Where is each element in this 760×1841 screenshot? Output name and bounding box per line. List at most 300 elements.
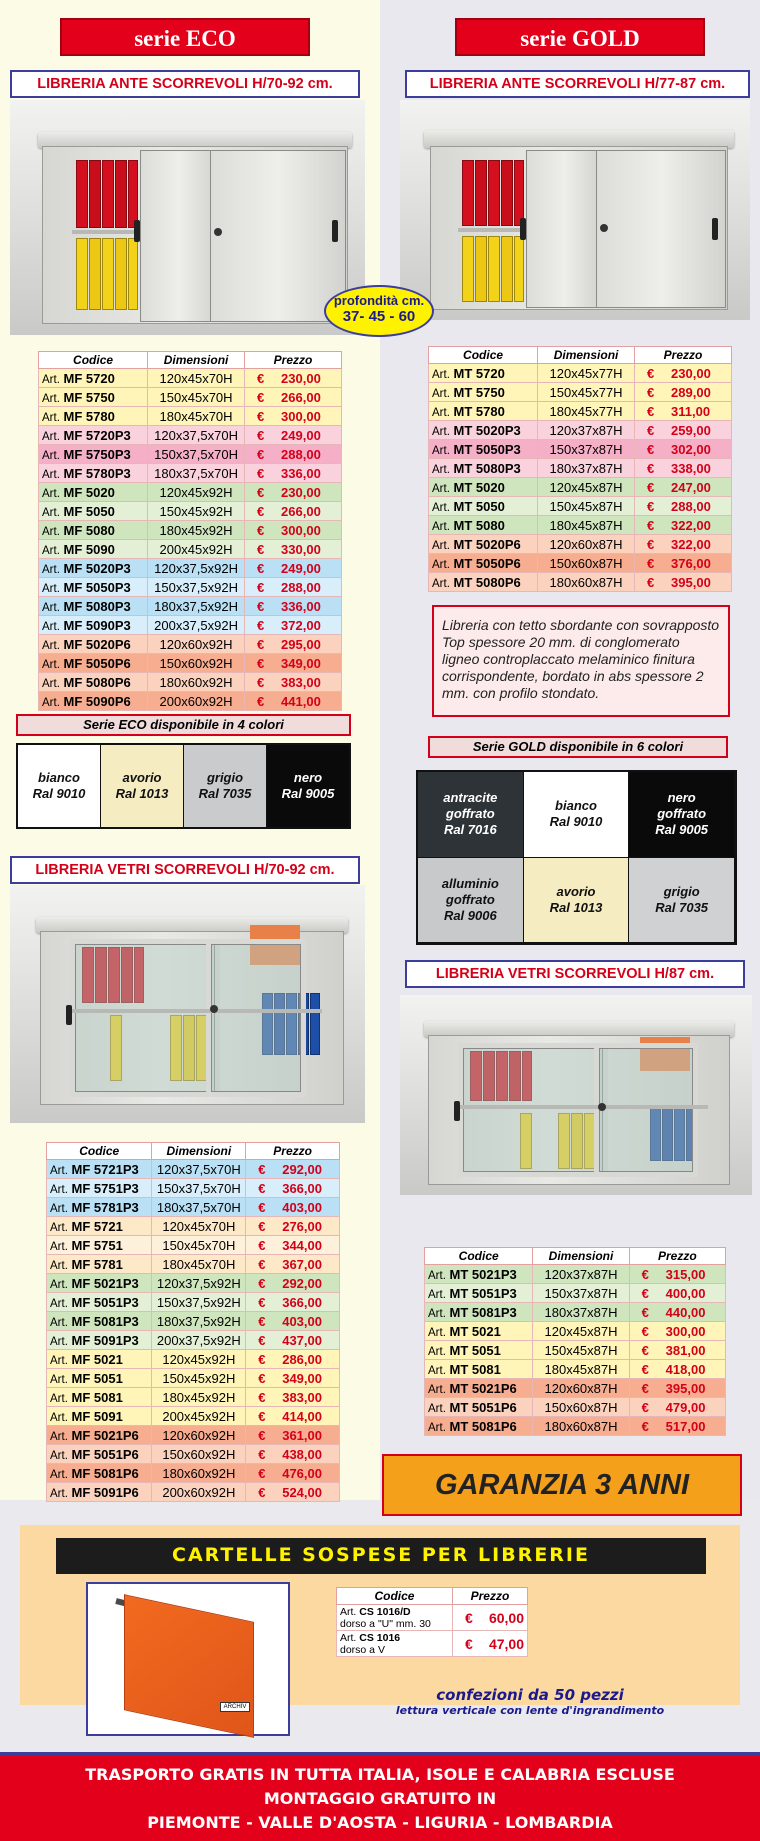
color-swatch — [418, 772, 524, 858]
price-value: 247,00 — [671, 479, 711, 495]
table-row — [39, 578, 342, 597]
table-row — [47, 1255, 340, 1274]
gold-description-note: Libreria con tetto sbordante con sovrapposto Top spessore 20 mm. di conglomerato ligneo controplaccato melaminico finitura corrispondente, bordato in abs spessore 2 mm. con profilo stondato. — [432, 605, 730, 717]
article-code: MF 5081P3 — [71, 1313, 139, 1329]
dimensions-cell: 120x45x92H — [152, 1350, 246, 1369]
price-cell — [635, 364, 732, 383]
code-cell — [47, 1198, 152, 1217]
price-cell — [246, 1369, 340, 1388]
article-code: MF 5021 — [71, 1351, 123, 1367]
article-code: MF 5750 — [63, 389, 115, 405]
article-code: MF 5080P3 — [63, 598, 131, 614]
price-cell — [245, 597, 342, 616]
color-swatch — [629, 772, 735, 858]
dimensions-cell: 120x37,5x92H — [148, 559, 245, 578]
eco-ante-title: LIBRERIA ANTE SCORREVOLI H/70-92 cm. — [10, 70, 360, 98]
art-prefix: Art. — [42, 506, 60, 519]
price-value: 322,00 — [671, 517, 711, 533]
code-cell — [47, 1312, 152, 1331]
euro-symbol: € — [258, 1256, 266, 1272]
table-row — [47, 1274, 340, 1293]
article-code: MF 5021P3 — [71, 1275, 139, 1291]
euro-symbol: € — [257, 370, 265, 386]
article-code: MT 5020P6 — [453, 536, 521, 552]
art-prefix: Art. — [340, 1631, 357, 1644]
code-cell — [39, 388, 148, 407]
color-ral: Ral 1013 — [115, 786, 169, 801]
code-cell — [429, 364, 538, 383]
price-value: 400,00 — [665, 1285, 706, 1301]
price-cell — [629, 1284, 725, 1303]
euro-symbol: € — [257, 655, 265, 671]
gold-vetri-photo — [400, 995, 752, 1195]
art-prefix: Art. — [42, 430, 60, 443]
column-header: Prezzo — [245, 352, 342, 369]
price-value: 517,00 — [665, 1418, 706, 1434]
color-swatch — [524, 772, 630, 858]
price-value: 266,00 — [281, 503, 321, 519]
price-cell — [245, 483, 342, 502]
code-cell — [429, 516, 538, 535]
price-value: 289,00 — [671, 384, 711, 400]
dimensions-cell: 150x45x92H — [148, 502, 245, 521]
table-row — [47, 1217, 340, 1236]
price-value: 249,00 — [281, 427, 321, 443]
euro-symbol: € — [258, 1465, 266, 1481]
price-value: 292,00 — [282, 1161, 322, 1177]
price-value: 300,00 — [665, 1323, 706, 1339]
price-cell — [245, 426, 342, 445]
price-value: 338,00 — [671, 460, 711, 476]
price-cell — [245, 464, 342, 483]
cartelle-pack-info — [330, 1686, 730, 1717]
price-cell — [246, 1236, 340, 1255]
code-cell — [47, 1407, 152, 1426]
table-row — [39, 388, 342, 407]
price-value: 395,00 — [671, 574, 711, 590]
code-cell — [39, 502, 148, 521]
dimensions-cell: 180x37,5x92H — [152, 1312, 246, 1331]
dimensions-cell: 150x60x87H — [538, 554, 635, 573]
color-detail: goffrato — [445, 806, 495, 822]
table-row — [425, 1360, 726, 1379]
gold-ante-photo — [400, 100, 750, 320]
garanzia-banner: GARANZIA 3 ANNI — [382, 1454, 742, 1516]
dimensions-cell: 120x60x87H — [538, 535, 635, 554]
footer-line-2: MONTAGGIO GRATUITO IN — [263, 1789, 497, 1808]
euro-symbol: € — [257, 693, 265, 709]
price-cell — [629, 1322, 725, 1341]
table-header — [337, 1588, 528, 1605]
price-value: 230,00 — [281, 484, 321, 500]
column-header: Prezzo — [246, 1143, 340, 1160]
color-ral: Ral 9005 — [281, 786, 335, 801]
article-code: MT 5051P3 — [449, 1285, 517, 1301]
art-prefix: Art. — [50, 1468, 68, 1481]
dimensions-cell: 150x45x87H — [533, 1341, 629, 1360]
euro-symbol: € — [258, 1446, 266, 1462]
art-prefix: Art. — [428, 1345, 446, 1358]
euro-symbol: € — [257, 503, 265, 519]
color-swatch — [101, 745, 184, 827]
article-code: MF 5050 — [63, 503, 115, 519]
price-cell — [246, 1160, 340, 1179]
price-cell — [245, 407, 342, 426]
table-row — [47, 1331, 340, 1350]
euro-symbol: € — [647, 555, 655, 571]
price-value: 381,00 — [665, 1342, 706, 1358]
article-code: MF 5781 — [71, 1256, 123, 1272]
euro-symbol: € — [641, 1380, 649, 1396]
price-cell — [635, 497, 732, 516]
article-code: MF 5091P6 — [71, 1484, 139, 1500]
article-code: MF 5051P3 — [71, 1294, 139, 1310]
dimensions-cell: 120x45x70H — [148, 369, 245, 388]
article-code: MF 5021P6 — [71, 1427, 139, 1443]
code-cell — [429, 535, 538, 554]
price-value: 366,00 — [282, 1294, 322, 1310]
eco-colors-label: Serie ECO disponibile in 4 colori — [16, 714, 351, 736]
art-prefix: Art. — [432, 463, 450, 476]
price-cell — [246, 1407, 340, 1426]
art-prefix: Art. — [428, 1364, 446, 1377]
price-cell — [245, 692, 342, 711]
gold-ante-price-table — [428, 346, 732, 592]
euro-symbol: € — [257, 389, 265, 405]
code-cell — [47, 1388, 152, 1407]
price-cell — [245, 578, 342, 597]
price-cell — [635, 383, 732, 402]
table-row — [39, 654, 342, 673]
table-row — [337, 1605, 528, 1631]
article-code: CS 1016 — [359, 1631, 401, 1644]
price-cell — [245, 369, 342, 388]
euro-symbol: € — [647, 517, 655, 533]
price-value: 266,00 — [281, 389, 321, 405]
art-prefix: Art. — [50, 1373, 68, 1386]
art-prefix: Art. — [42, 563, 60, 576]
euro-symbol: € — [258, 1332, 266, 1348]
price-cell — [629, 1379, 725, 1398]
dimensions-cell: 150x45x92H — [152, 1369, 246, 1388]
table-row — [47, 1388, 340, 1407]
column-header: Prezzo — [635, 347, 732, 364]
dimensions-cell: 150x37,5x92H — [148, 578, 245, 597]
code-cell — [429, 478, 538, 497]
code-cell — [429, 497, 538, 516]
folder-label: ARCHIV — [220, 1702, 250, 1712]
code-cell — [429, 573, 538, 592]
column-header: Codice — [39, 352, 148, 369]
art-prefix: Art. — [428, 1326, 446, 1339]
euro-symbol: € — [257, 579, 265, 595]
price-cell — [246, 1312, 340, 1331]
code-cell — [425, 1322, 533, 1341]
table-row — [47, 1179, 340, 1198]
code-cell — [39, 559, 148, 578]
article-code: MF 5020P3 — [63, 560, 131, 576]
table-row — [429, 383, 732, 402]
price-cell — [246, 1331, 340, 1350]
dimensions-cell: 180x37x87H — [538, 459, 635, 478]
article-code: MF 5780P3 — [63, 465, 131, 481]
article-subtitle: dorso a V — [340, 1643, 385, 1656]
art-prefix: Art. — [50, 1335, 68, 1348]
table-row — [39, 502, 342, 521]
footer-line-3: PIEMONTE - VALLE D'AOSTA - LIGURIA - LOMBARDIA — [147, 1813, 613, 1832]
price-value: 322,00 — [671, 536, 711, 552]
code-cell — [425, 1398, 533, 1417]
article-code: MF 5751P3 — [71, 1180, 139, 1196]
article-code: MT 5081 — [449, 1361, 501, 1377]
price-value: 259,00 — [671, 422, 711, 438]
code-cell — [39, 407, 148, 426]
art-prefix: Art. — [50, 1392, 68, 1405]
euro-symbol: € — [258, 1218, 266, 1234]
art-prefix: Art. — [42, 525, 60, 538]
price-value: 300,00 — [281, 408, 321, 424]
pack-line-1: confezioni da 50 pezzi — [436, 1686, 624, 1704]
price-value: 383,00 — [282, 1389, 322, 1405]
code-cell — [47, 1255, 152, 1274]
euro-symbol: € — [258, 1370, 266, 1386]
euro-symbol: € — [464, 1609, 473, 1626]
code-cell — [429, 554, 538, 573]
color-name: grigio — [663, 883, 700, 899]
dimensions-cell: 180x45x70H — [152, 1255, 246, 1274]
article-code: MT 5021P6 — [449, 1380, 517, 1396]
price-cell — [245, 635, 342, 654]
table-row — [425, 1417, 726, 1436]
article-code: MF 5080 — [63, 522, 115, 538]
code-cell — [425, 1284, 533, 1303]
article-code: MF 5020P6 — [63, 636, 131, 652]
color-detail: Ral 9010 — [549, 814, 603, 830]
art-prefix: Art. — [42, 677, 60, 690]
art-prefix: Art. — [50, 1278, 68, 1291]
price-cell — [245, 388, 342, 407]
table-row — [425, 1322, 726, 1341]
price-value: 479,00 — [665, 1399, 706, 1415]
serie-eco-title: serie ECO — [60, 18, 310, 56]
price-cell — [629, 1360, 725, 1379]
art-prefix: Art. — [432, 520, 450, 533]
eco-ante-photo — [10, 100, 365, 335]
table-row — [429, 554, 732, 573]
dimensions-cell: 150x60x87H — [533, 1398, 629, 1417]
table-row — [39, 673, 342, 692]
dimensions-cell: 150x45x77H — [538, 383, 635, 402]
article-code: MT 5020P3 — [453, 422, 521, 438]
art-prefix: Art. — [42, 620, 60, 633]
price-cell — [246, 1179, 340, 1198]
dimensions-cell: 200x60x92H — [148, 692, 245, 711]
gold-colors-label: Serie GOLD disponibile in 6 colori — [428, 736, 728, 758]
price-cell — [635, 440, 732, 459]
code-cell — [429, 459, 538, 478]
dimensions-cell: 120x60x92H — [148, 635, 245, 654]
eco-color-swatches — [16, 743, 351, 829]
code-cell — [39, 673, 148, 692]
table-row — [429, 573, 732, 592]
price-value: 288,00 — [281, 446, 321, 462]
code-cell — [47, 1217, 152, 1236]
code-cell — [39, 578, 148, 597]
article-code: MF 5090P3 — [63, 617, 131, 633]
dimensions-cell: 180x60x92H — [152, 1464, 246, 1483]
price-cell — [245, 521, 342, 540]
color-swatch — [629, 858, 735, 944]
price-value: 372,00 — [281, 617, 321, 633]
table-header — [429, 347, 732, 364]
price-cell — [245, 540, 342, 559]
euro-symbol: € — [641, 1418, 649, 1434]
table-row — [39, 635, 342, 654]
table-row — [425, 1379, 726, 1398]
dimensions-cell: 150x45x70H — [148, 388, 245, 407]
code-cell — [47, 1464, 152, 1483]
euro-symbol: € — [464, 1635, 473, 1652]
code-cell — [47, 1160, 152, 1179]
price-cell — [246, 1293, 340, 1312]
art-prefix: Art. — [50, 1487, 68, 1500]
price-cell — [246, 1483, 340, 1502]
price-value: 366,00 — [282, 1180, 322, 1196]
art-prefix: Art. — [432, 406, 450, 419]
art-prefix: Art. — [50, 1297, 68, 1310]
dimensions-cell: 150x60x92H — [152, 1445, 246, 1464]
color-detail: Ral 7035 — [655, 899, 709, 915]
price-value: 418,00 — [665, 1361, 706, 1377]
table-row — [39, 426, 342, 445]
price-value: 336,00 — [281, 598, 321, 614]
euro-symbol: € — [258, 1294, 266, 1310]
dimensions-cell: 120x37,5x70H — [148, 426, 245, 445]
price-value: 276,00 — [282, 1218, 322, 1234]
code-cell — [39, 521, 148, 540]
code-cell — [425, 1265, 533, 1284]
article-code: MF 5090 — [63, 541, 115, 557]
euro-symbol: € — [647, 441, 655, 457]
art-prefix: Art. — [428, 1383, 446, 1396]
price-value: 367,00 — [282, 1256, 322, 1272]
dimensions-cell: 180x60x87H — [538, 573, 635, 592]
art-prefix: Art. — [42, 544, 60, 557]
gold-ante-title: LIBRERIA ANTE SCORREVOLI H/77-87 cm. — [405, 70, 750, 98]
art-prefix: Art. — [42, 373, 60, 386]
art-prefix: Art. — [428, 1288, 446, 1301]
column-header: Dimensioni — [533, 1248, 629, 1265]
gold-vetri-price-table — [424, 1247, 726, 1436]
code-cell — [425, 1360, 533, 1379]
column-header: Codice — [337, 1588, 453, 1605]
euro-symbol: € — [257, 560, 265, 576]
euro-symbol: € — [257, 636, 265, 652]
code-cell — [39, 597, 148, 616]
euro-symbol: € — [258, 1199, 266, 1215]
euro-symbol: € — [641, 1399, 649, 1415]
depth-badge-label: profondità cm. — [333, 293, 425, 308]
euro-symbol: € — [257, 674, 265, 690]
code-cell — [47, 1426, 152, 1445]
article-code: MF 5780 — [63, 408, 115, 424]
table-row — [47, 1198, 340, 1217]
code-cell — [39, 464, 148, 483]
article-code: MF 5721 — [71, 1218, 123, 1234]
code-cell — [47, 1293, 152, 1312]
dimensions-cell: 120x60x92H — [152, 1426, 246, 1445]
price-value: 349,00 — [282, 1370, 322, 1386]
depth-badge-values: 37- 45 - 60 — [342, 308, 416, 325]
price-value: 349,00 — [281, 655, 321, 671]
dimensions-cell: 180x45x87H — [533, 1360, 629, 1379]
color-swatch — [418, 858, 524, 944]
euro-symbol: € — [257, 522, 265, 538]
dimensions-cell: 120x37,5x92H — [152, 1274, 246, 1293]
price-cell — [245, 502, 342, 521]
euro-symbol: € — [647, 422, 655, 438]
table-row — [425, 1303, 726, 1322]
table-row — [39, 521, 342, 540]
art-prefix: Art. — [42, 449, 60, 462]
table-row — [425, 1284, 726, 1303]
table-row — [429, 478, 732, 497]
code-cell — [47, 1331, 152, 1350]
price-value: 441,00 — [281, 693, 321, 709]
article-code: MT 5050P6 — [453, 555, 521, 571]
dimensions-cell: 120x45x92H — [148, 483, 245, 502]
code-cell — [47, 1179, 152, 1198]
euro-symbol: € — [641, 1304, 649, 1320]
price-value: 524,00 — [282, 1484, 322, 1500]
article-code: MT 5780 — [453, 403, 505, 419]
article-code: MT 5080P3 — [453, 460, 521, 476]
price-cell — [635, 554, 732, 573]
price-cell — [246, 1445, 340, 1464]
color-ral: Ral 9010 — [32, 786, 86, 801]
color-name: bianco — [38, 770, 80, 785]
color-name: nero — [293, 770, 323, 785]
dimensions-cell: 150x60x92H — [148, 654, 245, 673]
table-row — [429, 421, 732, 440]
price-value: 330,00 — [281, 541, 321, 557]
euro-symbol: € — [641, 1361, 649, 1377]
color-swatch — [184, 745, 267, 827]
color-name: alluminio — [441, 875, 499, 891]
price-cell — [246, 1198, 340, 1217]
code-cell — [425, 1379, 533, 1398]
color-swatch — [18, 745, 101, 827]
code-cell — [39, 654, 148, 673]
shipping-footer — [0, 1752, 760, 1841]
art-prefix: Art. — [42, 392, 60, 405]
price-value: 230,00 — [281, 370, 321, 386]
table-row — [39, 616, 342, 635]
price-cell — [245, 654, 342, 673]
article-code: MT 5050 — [453, 498, 505, 514]
code-cell — [39, 692, 148, 711]
dimensions-cell: 200x37,5x92H — [148, 616, 245, 635]
table-row — [429, 440, 732, 459]
euro-symbol: € — [647, 498, 655, 514]
code-cell — [39, 635, 148, 654]
color-name: bianco — [555, 798, 597, 814]
price-value: 302,00 — [671, 441, 711, 457]
code-cell — [429, 402, 538, 421]
code-cell — [39, 483, 148, 502]
art-prefix: Art. — [50, 1164, 68, 1177]
table-row — [429, 535, 732, 554]
